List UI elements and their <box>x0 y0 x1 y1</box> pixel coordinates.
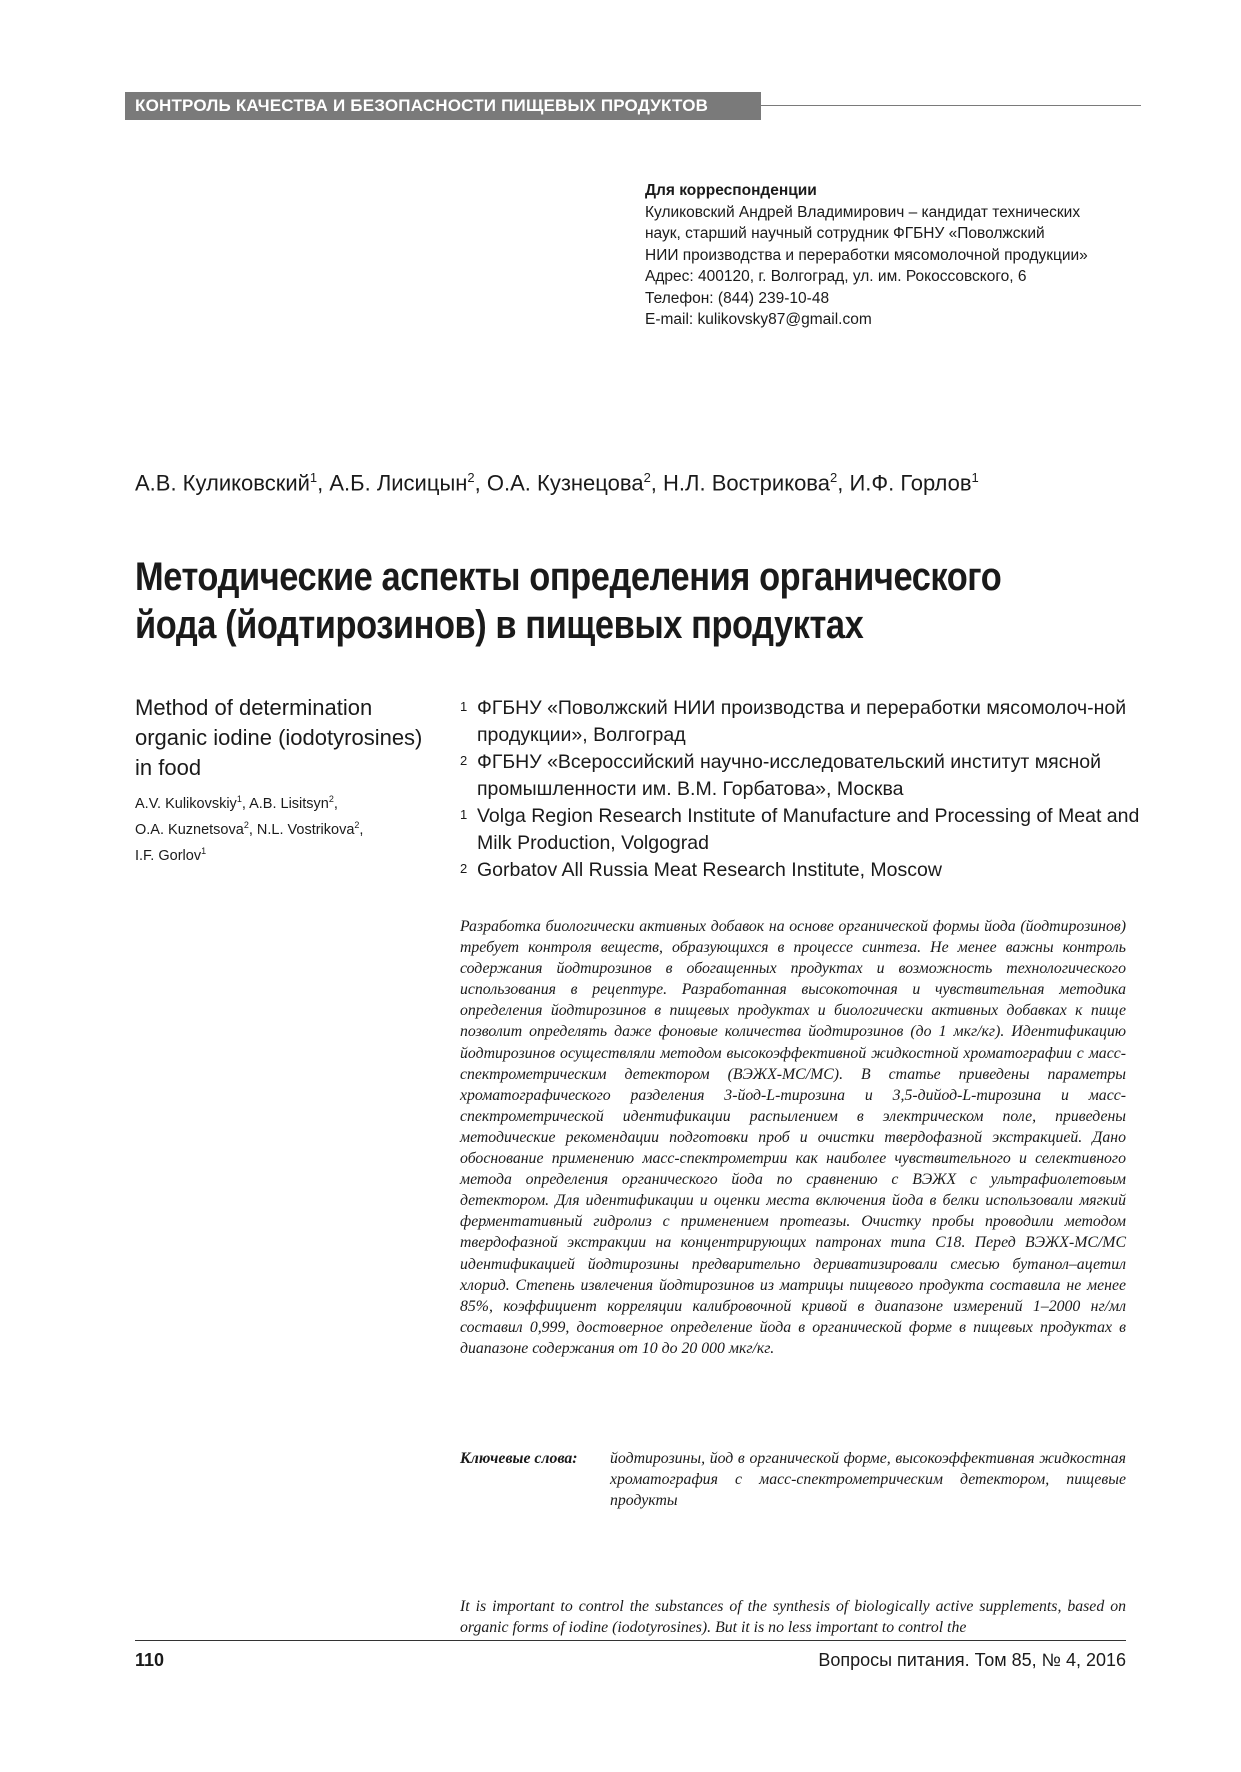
affiliation-item <box>460 803 1140 857</box>
author-sep: , <box>650 470 664 496</box>
author-affil-num: 2 <box>643 470 651 485</box>
correspondence-line: НИИ производства и переработки мясомолочной продукции» <box>645 246 1088 264</box>
author-sep: , <box>317 470 330 496</box>
keywords-text: йодтирозины, йод в органической форме, высокоэффективная жидкостная хроматография с масс-спектрометрическим детектором, пищевые продукты <box>610 1450 1126 1510</box>
author-affil-num: 1 <box>201 845 207 856</box>
article-title-line: йода (йодтирозинов) в пищевых продуктах <box>135 603 864 647</box>
correspondence-line: наук, старший научный сотрудник ФГБНУ «Поволжский <box>645 225 1045 242</box>
journal-citation: Вопросы питания. Том 85, № 4, 2016 <box>818 1650 1126 1670</box>
english-authors-line <box>135 841 435 867</box>
author-name: N.L. Vostrikova <box>256 821 355 838</box>
author-name: О.А. Кузнецова <box>486 470 644 496</box>
english-title-line: organic iodine (iodotyrosines) <box>135 725 423 750</box>
author-affil-num: 1 <box>971 470 979 485</box>
author-name: A.V. Kulikovskiy <box>135 795 237 812</box>
author-name: A.B. Lisitsyn <box>249 795 329 812</box>
english-abstract-text: It is important to control the substances of the synthesis of biologically active supplements, based on organic forms of iodine (iodotyrosines). But it is no less important to control the <box>460 1598 1126 1637</box>
keywords-block <box>460 1448 1126 1511</box>
affiliation-item <box>460 857 1140 884</box>
author-affil-num: 2 <box>830 470 838 485</box>
affiliation-text: ФГБНУ «Всероссийский научно-исследовательский институт мясной промышленности им. В.М. Горбатова», Москва <box>477 751 1101 800</box>
english-title-line: in food <box>135 755 202 780</box>
affiliations <box>460 695 1140 884</box>
author-sep: , <box>241 795 250 812</box>
author-affil-num: 1 <box>236 794 242 804</box>
author-affil-num: 2 <box>467 470 475 485</box>
author-name: Н.Л. Вострикова <box>663 470 830 496</box>
article-title-line: Методические аспекты определения органического <box>135 555 1002 599</box>
affiliation-num: 2 <box>460 861 468 876</box>
affiliation-item <box>460 695 1140 749</box>
affiliation-text: ФГБНУ «Поволжский НИИ производства и переработки мясомолоч-ной продукции», Волгоград <box>477 697 1127 746</box>
section-header: КОНТРОЛЬ КАЧЕСТВА И БЕЗОПАСНОСТИ ПИЩЕВЫХ ПРОДУКТОВ <box>125 92 761 120</box>
affiliation-item <box>460 749 1140 803</box>
author-name: O.A. Kuznetsova <box>135 821 244 838</box>
keywords-label: Ключевые слова: <box>460 1450 578 1467</box>
correspondence-address: Адрес: 400120, г. Волгоград, ул. им. Рокоссовского, 6 <box>645 268 1027 285</box>
author-name: И.Ф. Горлов <box>849 470 972 496</box>
author-sep: , <box>333 795 338 812</box>
english-authors-line <box>135 815 435 841</box>
affiliation-text: Volga Region Research Institute of Manufacture and Processing of Meat and Milk Production, Volgograd <box>477 805 1140 854</box>
author-affil-num: 2 <box>328 794 334 804</box>
affiliation-num: 2 <box>460 753 468 768</box>
author-name: А.В. Куликовский <box>135 470 310 496</box>
author-sep: , <box>474 470 487 496</box>
affiliation-num: 1 <box>460 699 468 714</box>
article-title <box>135 553 1002 649</box>
correspondence-email: E-mail: kulikovsky87@gmail.com <box>645 311 872 328</box>
authors-line <box>135 470 1135 496</box>
author-sep: , <box>359 821 364 838</box>
english-title <box>135 693 435 783</box>
correspondence-title: Для корреспонденции <box>645 182 817 199</box>
correspondence-line: Куликовский Андрей Владимирович – кандидат технических <box>645 203 1081 221</box>
author-affil-num: 2 <box>243 819 249 830</box>
affiliation-text: Gorbatov All Russia Meat Research Institute, Moscow <box>477 859 942 881</box>
author-affil-num: 2 <box>354 819 360 830</box>
page-number: 110 <box>135 1650 165 1670</box>
author-affil-num: 1 <box>309 470 318 485</box>
correspondence-block <box>645 180 1115 331</box>
footer-rule <box>135 1640 1126 1641</box>
section-header-rule <box>761 105 1141 106</box>
author-sep: , <box>837 470 850 496</box>
author-name: I.F. Gorlov <box>135 847 202 864</box>
author-sep: , <box>248 821 257 838</box>
english-authors-line <box>135 789 435 815</box>
author-name: А.Б. Лисицын <box>329 470 468 496</box>
correspondence-phone: Телефон: (844) 239-10-48 <box>645 289 830 307</box>
abstract-text: Разработка биологически активных добавок на основе органической формы йода (йодтирозинов) требует контроля веществ, образующихся в процессе синтеза. Не менее важны контроль содержания йодтирозинов в обогащенных продуктах и возможность технологического использования в рецептуре. Разработанная высокоточная и чувствительная методика определения йодтирозинов в пищевых продуктах и биологически активных добавках к пище позволит определять даже фоновые количества йодтирозинов (до 1 мкг/кг). Идентификацию йодтирозинов осуществляли методом высокоэффективной жидкостной хроматографии с масс-спектрометрическим детектором (ВЭЖХ-МС/МС). В статье приведены параметры хроматографического разделения 3-йод-L-тирозина и 3,5-дийод-L-тирозина и масс-спектрометрической идентификации распылением в электрическом поле, приведены методические рекомендации подготовки проб и очистки твердофазной экстракцией. Дано обоснование применению масс-спектрометрии как наиболее чувствительного и селективного метода определения органического йода по сравнению с ВЭЖХ с ультрафиолетовым детектором. Для идентификации и оценки места включения йода в белки использовали мягкий ферментативный гидролиз с применением протеазы. Очистку пробы проводили методом твердофазной экстракции на концентрирующих патронах типа С18. Перед ВЭЖХ-МС/МС идентификацией йодтирозины предварительно дериватизировали смесью бутанол–ацетил хлорид. Степень извлечения йодтирозинов из матрицы пищевого продукта составила не менее 85%, коэффициент корреляции калибровочной кривой в диапазоне измерений 1–2000 нг/мл составил 0,999, достоверное определение йода в органической форме в пищевых продуктах в диапазоне содержания от 10 до 20 000 мкг/кг. <box>460 918 1126 1357</box>
english-authors <box>135 789 435 866</box>
affiliation-num: 1 <box>460 807 468 822</box>
english-title-line: Method of determination <box>135 695 373 720</box>
